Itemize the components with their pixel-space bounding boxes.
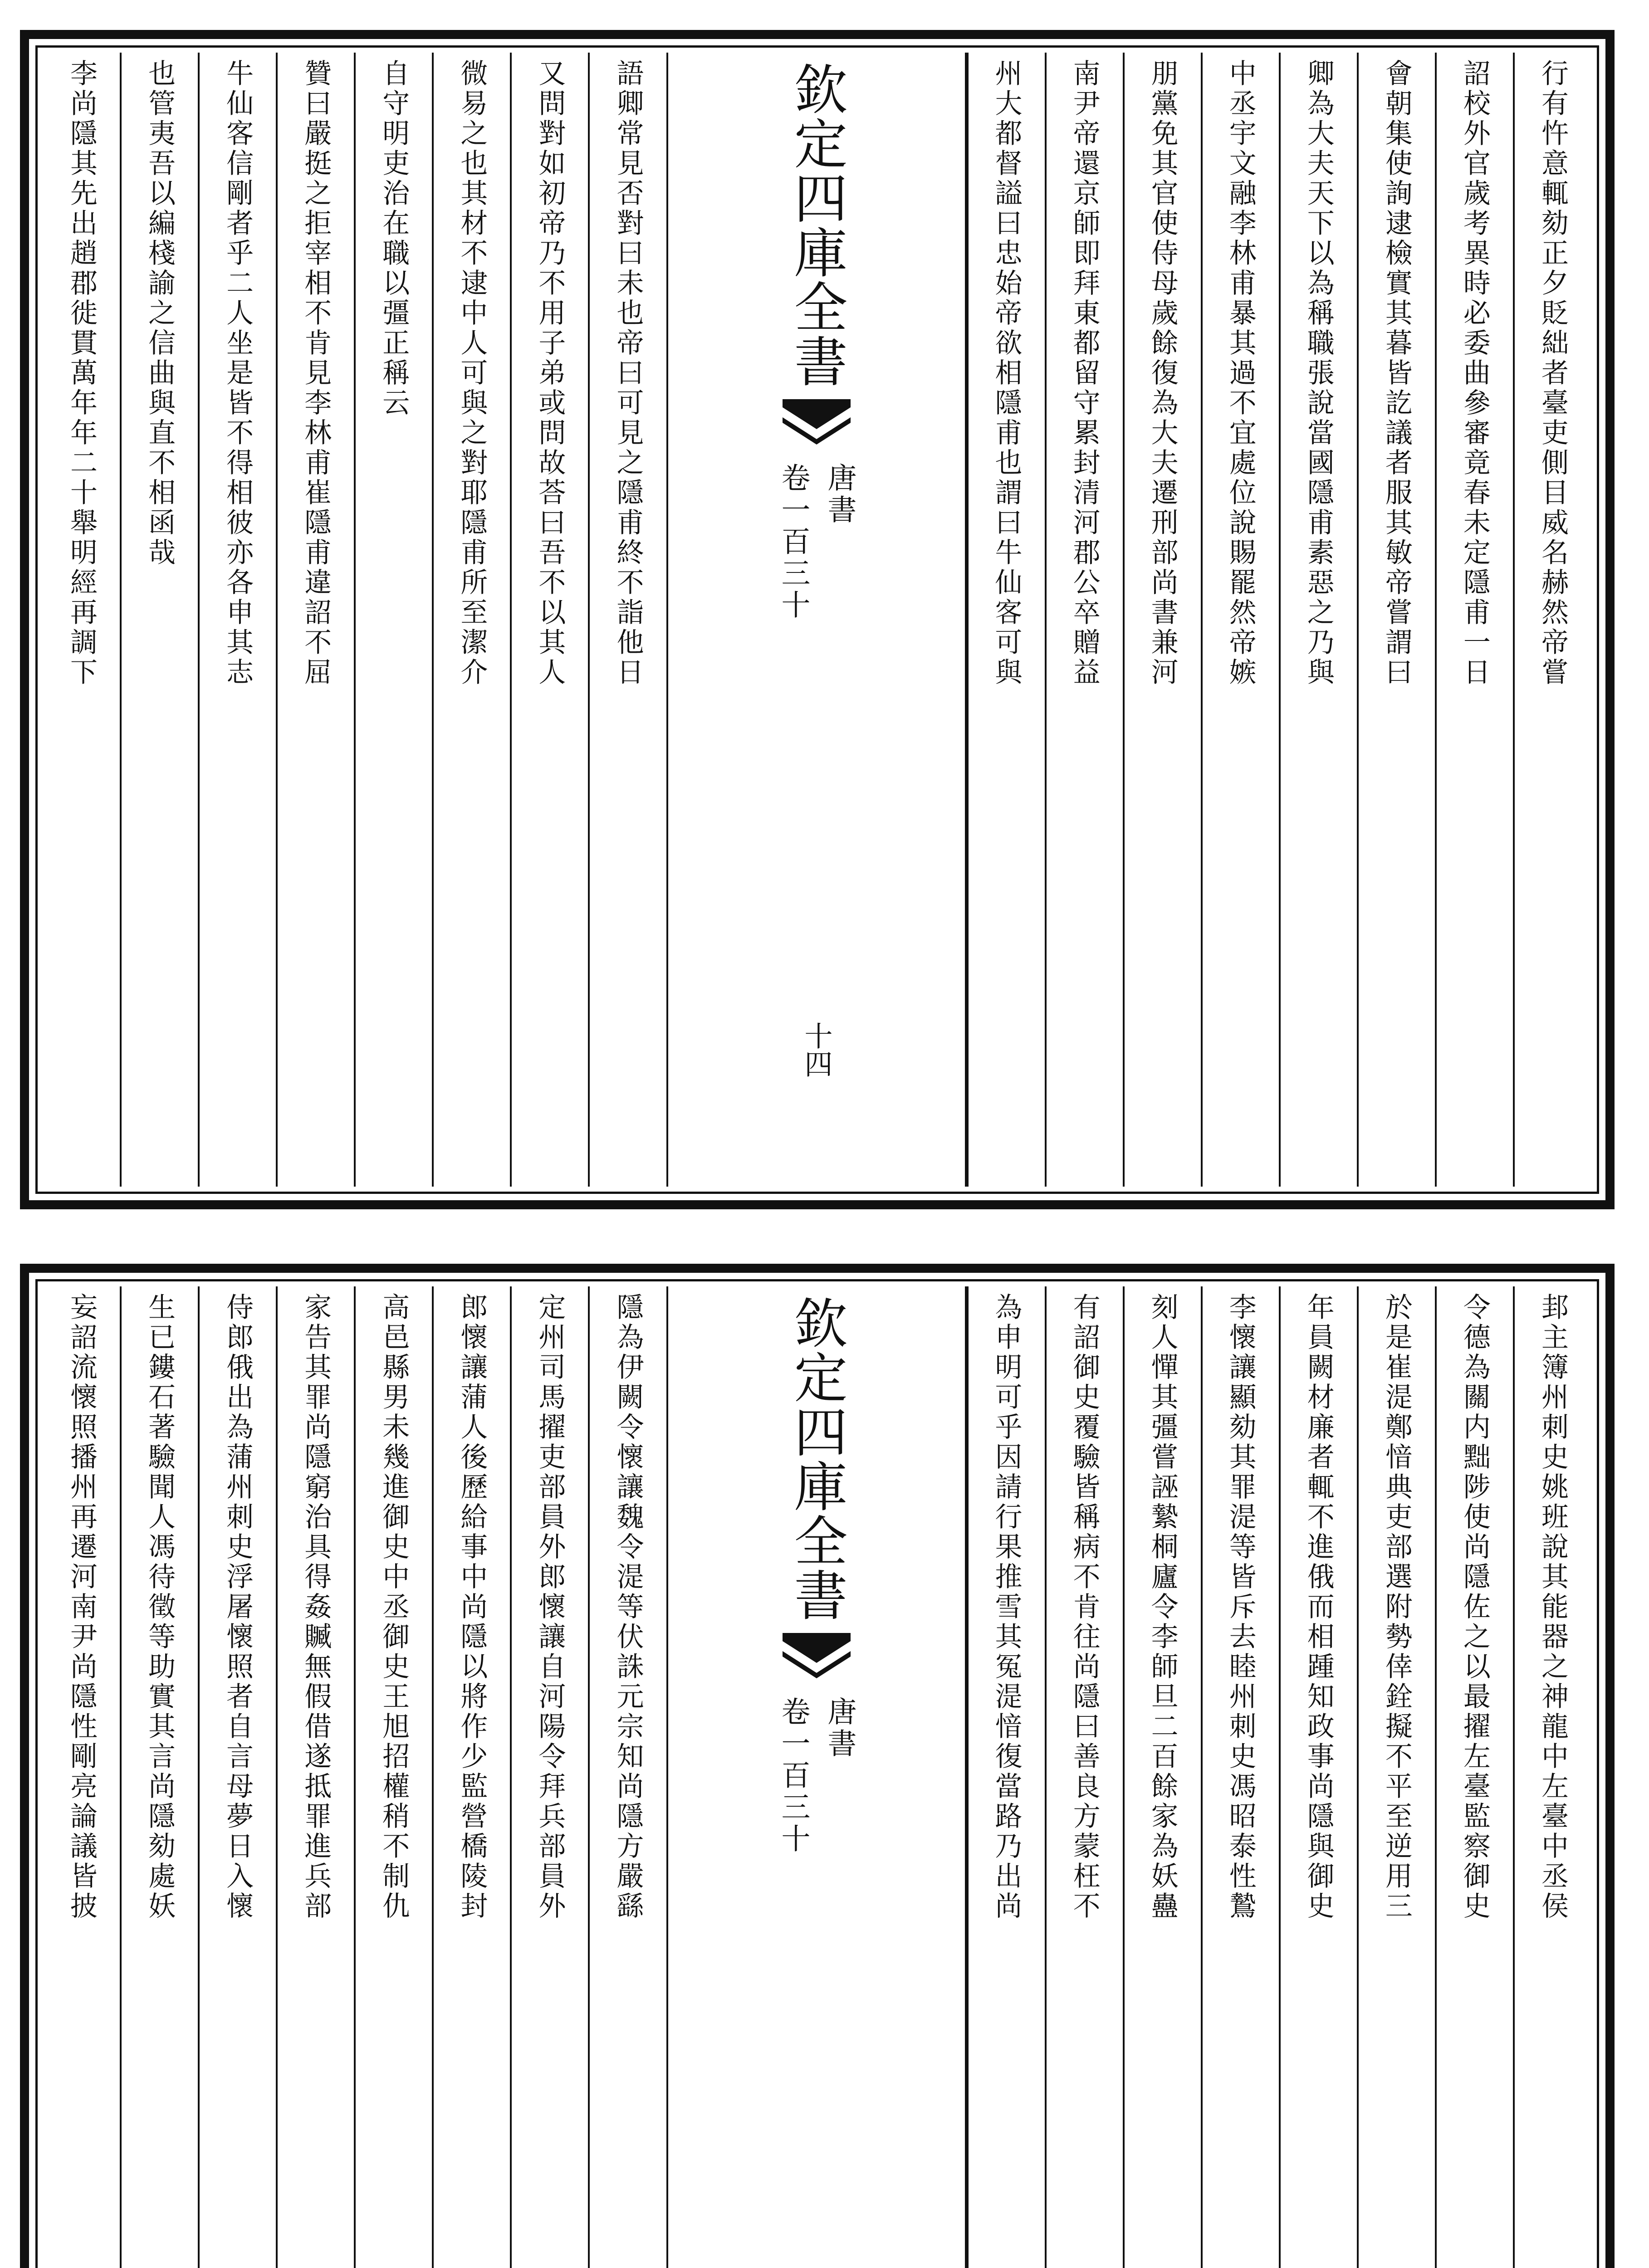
text-column [1435, 53, 1513, 1187]
column-text: 家告其罪尚隱窮治具得姦贓無假借遂抵罪進兵部 [300, 1293, 332, 1921]
column-text: 牛仙客信剛者乎二人坐是皆不得相彼亦各申其志 [222, 59, 254, 688]
column-text: 中丞宇文融李林甫暴其過不宜處位說賜罷然帝嫉 [1224, 59, 1257, 688]
column-text: 州大都督謚曰忠始帝欲相隱甫也謂曰牛仙客可與 [990, 59, 1023, 688]
text-column [354, 53, 432, 1187]
text-column [120, 53, 198, 1187]
text-column [510, 1286, 588, 2268]
column-text: 朋黨免其官使侍母歲餘復為大夫遷刑部尚書兼河 [1146, 59, 1179, 688]
text-column [432, 1286, 510, 2268]
column-text: 妄詔流懷照播州再遷河南尹尚隱性剛亮論議皆披 [66, 1293, 98, 1921]
text-column [588, 53, 666, 1187]
book-title: 唐書 [822, 463, 856, 526]
text-column [1045, 53, 1123, 1187]
column-text: 贊曰嚴挺之拒宰相不肯見李林甫崔隱甫違詔不屈 [300, 59, 332, 688]
column-text: 卿為大夫天下以為稱職張說當國隱甫素惡之乃與 [1302, 59, 1335, 688]
column-text: 又問對如初帝乃不用子弟或問故荅曰吾不以其人 [534, 59, 566, 688]
text-column [198, 1286, 276, 2268]
column-text: 刻人憚其彊嘗誣縶桐廬令李師旦二百餘家為妖蠱 [1146, 1293, 1179, 1921]
column-text: 生已鏤石著驗聞人馮待徵等助實其言尚隱劾處妖 [144, 1293, 176, 1921]
text-column [1279, 53, 1357, 1187]
column-text: 自守明吏治在職以彊正稱云 [378, 59, 410, 418]
center-fold [666, 53, 967, 1187]
text-column [1201, 53, 1279, 1187]
column-text: 語卿常見否對曰未也帝曰可見之隱甫終不詣他日 [612, 59, 644, 688]
column-text: 李懷讓顯劾其罪湜等皆斥去睦州刺史馮昭泰性鷙 [1224, 1293, 1257, 1921]
column-text: 詔校外官歲考異時必委曲參審竟春未定隱甫一日 [1458, 59, 1491, 688]
text-column [1123, 1286, 1201, 2268]
column-text: 微易之也其材不逮中人可與之對耶隱甫所至潔介 [456, 59, 488, 688]
text-column [1513, 1286, 1591, 2268]
column-text: 也管夷吾以編棧諭之信曲與直不相函哉 [144, 59, 176, 568]
text-column [1435, 1286, 1513, 2268]
column-text: 高邑縣男未幾進御史中丞御史王旭招權稍不制仇 [378, 1293, 410, 1921]
fishtail-mark-icon [783, 1633, 851, 1687]
column-text: 郎懷讓蒲人後歷給事中尚隱以將作少監營橋陵封 [456, 1293, 488, 1921]
volume-label: 卷一百三十 [776, 1696, 810, 1855]
text-column [198, 53, 276, 1187]
text-column [44, 53, 120, 1187]
text-column [354, 1286, 432, 2268]
column-text: 行有忤意輒劾正夕貶絀者臺吏側目威名赫然帝嘗 [1536, 59, 1569, 688]
upper-page [20, 30, 1615, 1209]
column-text: 邽主簿州刺史姚班說其能器之神龍中左臺中丞侯 [1536, 1293, 1569, 1921]
column-text: 侍郎俄出為蒲州刺史浮屠懷照者自言母夢日入懷 [222, 1293, 254, 1921]
text-column [1357, 1286, 1435, 2268]
text-column [588, 1286, 666, 2268]
text-column [967, 1286, 1045, 2268]
column-text: 李尚隱其先出趙郡徙貫萬年年二十舉明經再調下 [66, 59, 98, 688]
column-text: 於是崔湜鄭愔典吏部選附勢倖銓擬不平至逆用三 [1380, 1293, 1413, 1921]
center-fold [666, 1286, 967, 2268]
leaf-number: 十四 [800, 1022, 833, 1078]
text-column [967, 53, 1045, 1187]
column-text: 年員闕材廉者輒不進俄而相踵知政事尚隱與御史 [1302, 1293, 1335, 1921]
text-column [432, 53, 510, 1187]
text-column [1201, 1286, 1279, 2268]
book-title: 唐書 [822, 1696, 856, 1760]
volume-label: 卷一百三十 [776, 463, 810, 621]
text-column [1357, 53, 1435, 1187]
text-column [44, 1286, 120, 2268]
collection-title: 欽定四庫全書 [785, 1295, 848, 1622]
text-column [120, 1286, 198, 2268]
column-text: 會朝集使詢逮檢實其暮皆訖議者服其敏帝嘗謂曰 [1380, 59, 1413, 688]
lower-page [20, 1264, 1615, 2268]
collection-title: 欽定四庫全書 [785, 62, 848, 388]
text-column [1123, 53, 1201, 1187]
text-column [1513, 53, 1591, 1187]
text-column [276, 53, 354, 1187]
text-column [510, 53, 588, 1187]
text-column [1279, 1286, 1357, 2268]
text-column [276, 1286, 354, 2268]
column-text: 令德為關内黜陟使尚隱佐之以最擢左臺監察御史 [1458, 1293, 1491, 1921]
column-text: 隱為伊闕令懷讓魏令湜等伏誅元宗知尚隱方嚴繇 [612, 1293, 644, 1921]
column-text: 定州司馬擢吏部員外郎懷讓自河陽令拜兵部員外 [534, 1293, 566, 1921]
text-column [1045, 1286, 1123, 2268]
column-text: 有詔御史覆驗皆稱病不肯往尚隱曰善良方蒙枉不 [1068, 1293, 1101, 1921]
fishtail-mark-icon [783, 399, 851, 454]
column-text: 為申明可乎因請行果推雪其冤湜愔復當路乃出尚 [990, 1293, 1023, 1921]
column-text: 南尹帝還京師即拜東都留守累封清河郡公卒贈益 [1068, 59, 1101, 688]
